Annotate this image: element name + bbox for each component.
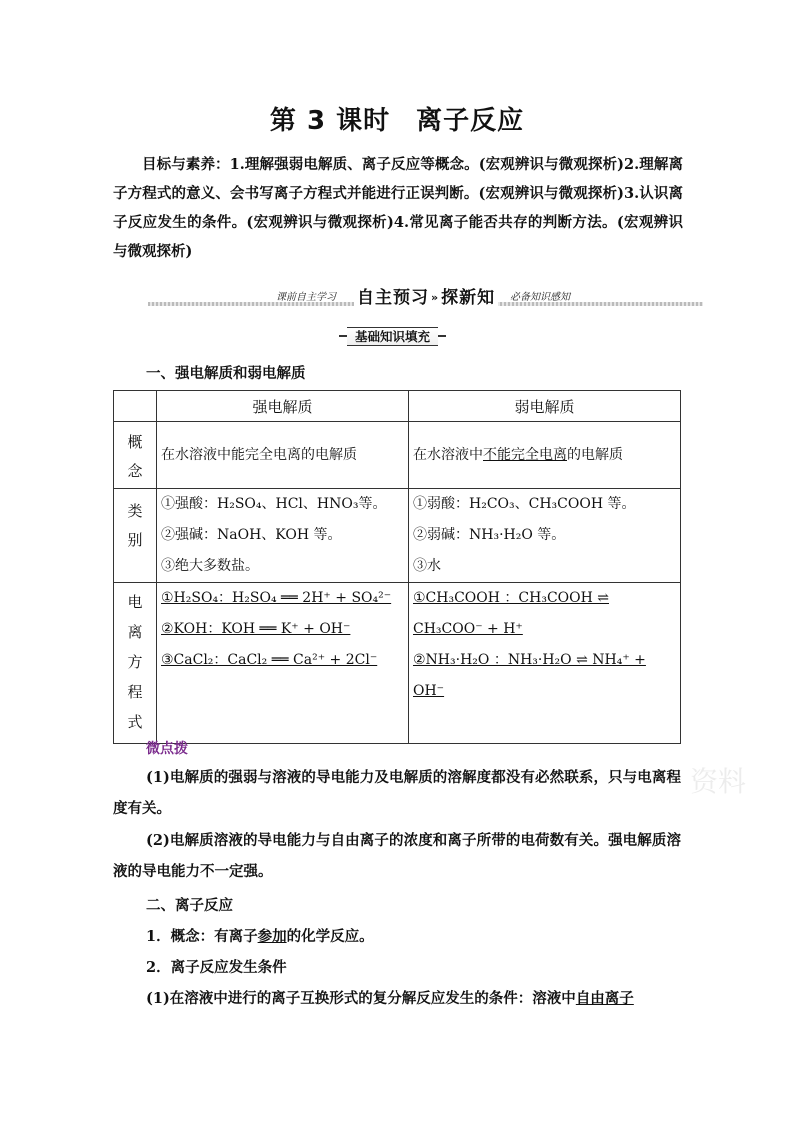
section-banner xyxy=(148,284,703,308)
concept-line: 1．概念：有离子参加的化学反应。 xyxy=(146,928,374,945)
category-weak xyxy=(409,489,681,583)
banner-main-1: 自主预习 xyxy=(357,288,429,308)
row-label-concept: 概念 xyxy=(114,422,157,489)
electrolyte-table xyxy=(113,390,681,744)
section-heading-2: 二、离子反应 xyxy=(146,897,233,914)
micro-tip-paragraph-2: (2)电解质溶液的导电能力与自由离子的浓度和离子所带的电荷数有关。强电解质溶液的导电能力不一定强。 xyxy=(113,832,681,880)
micro-tip-title: 微点拨 xyxy=(146,741,188,757)
category-weak-line: ①弱酸：H₂CO₃、CH₃COOH 等。 xyxy=(413,496,636,512)
title-part1: 第 3 课时 xyxy=(269,106,391,136)
knowledge-badge: 基础知识填充 xyxy=(347,327,438,346)
category-weak-line: ②弱碱：NH₃·H₂O 等。 xyxy=(413,527,566,543)
category-strong-line: ③绝大多数盐。 xyxy=(161,558,259,574)
conditions-heading: 2．离子反应发生条件 xyxy=(146,959,287,976)
section-heading-1: 一、强电解质和弱电解质 xyxy=(146,365,306,382)
row-label-category: 类别 xyxy=(114,489,157,583)
ionization-weak-line: CH₃COO⁻ + H⁺ xyxy=(413,621,523,637)
category-strong-line: ①强酸：H₂SO₄、HCl、HNO₃等。 xyxy=(161,496,387,512)
concept-weak: 在水溶液中不能完全电离的电解质 xyxy=(409,422,681,489)
banner-right-label: 必备知识感知 xyxy=(510,292,570,303)
learning-goals: 目标与素养：1.理解强弱电解质、离子反应等概念。(宏观辨识与微观探析)2.理解离子方程式的意义、会书写离子方程式并能进行正误判断。(宏观辨识与微观探析)3.认识离子反应发生的条件。(宏观辨识与微观探析)4.常见离子能否共存的判断方法。(宏观辨识与微观探析) xyxy=(113,156,683,260)
concept-strong: 在水溶液中能完全电离的电解质 xyxy=(157,422,409,489)
ionization-weak-line: OH⁻ xyxy=(413,683,445,699)
micro-tip-paragraph-1: (1)电解质的强弱与溶液的导电能力及电解质的溶解度都没有必然联系，只与电离程度有关。 xyxy=(113,769,681,817)
ionization-strong xyxy=(157,583,409,744)
banner-main xyxy=(354,283,498,308)
table-header-strong: 强电解质 xyxy=(157,391,409,422)
table-header-weak: 弱电解质 xyxy=(409,391,681,422)
ionization-strong-line: ②KOH：KOH ══ K⁺ + OH⁻ xyxy=(161,621,351,637)
category-weak-line: ③水 xyxy=(413,558,441,574)
watermark: 资料 xyxy=(690,765,747,798)
ionization-strong-line: ①H₂SO₄：H₂SO₄ ══ 2H⁺ + SO₄²⁻ xyxy=(161,590,392,606)
ionization-strong-line: ③CaCl₂：CaCl₂ ══ Ca²⁺ + 2Cl⁻ xyxy=(161,652,378,668)
banner-main-2: 探新知 xyxy=(441,288,496,308)
category-strong-line: ②强碱：NaOH、KOH 等。 xyxy=(161,527,342,543)
title-part2: 离子反应 xyxy=(416,106,525,136)
ionization-weak-line: ②NH₃·H₂O ：NH₃·H₂O ⇌ NH₄⁺ + xyxy=(413,652,646,668)
double-chevron-icon: » xyxy=(431,291,440,304)
row-label-ionization: 电离方程式 xyxy=(114,583,157,744)
category-strong xyxy=(157,489,409,583)
page-title xyxy=(0,100,794,137)
ionization-weak xyxy=(409,583,681,744)
banner-left-label: 课前自主学习 xyxy=(276,292,336,303)
table-corner xyxy=(114,391,157,422)
conditions-line-1: (1)在溶液中进行的离子互换形式的复分解反应发生的条件：溶液中自由离子 xyxy=(146,990,634,1007)
ionization-weak-line: ①CH₃COOH ：CH₃COOH ⇌ xyxy=(413,590,609,606)
